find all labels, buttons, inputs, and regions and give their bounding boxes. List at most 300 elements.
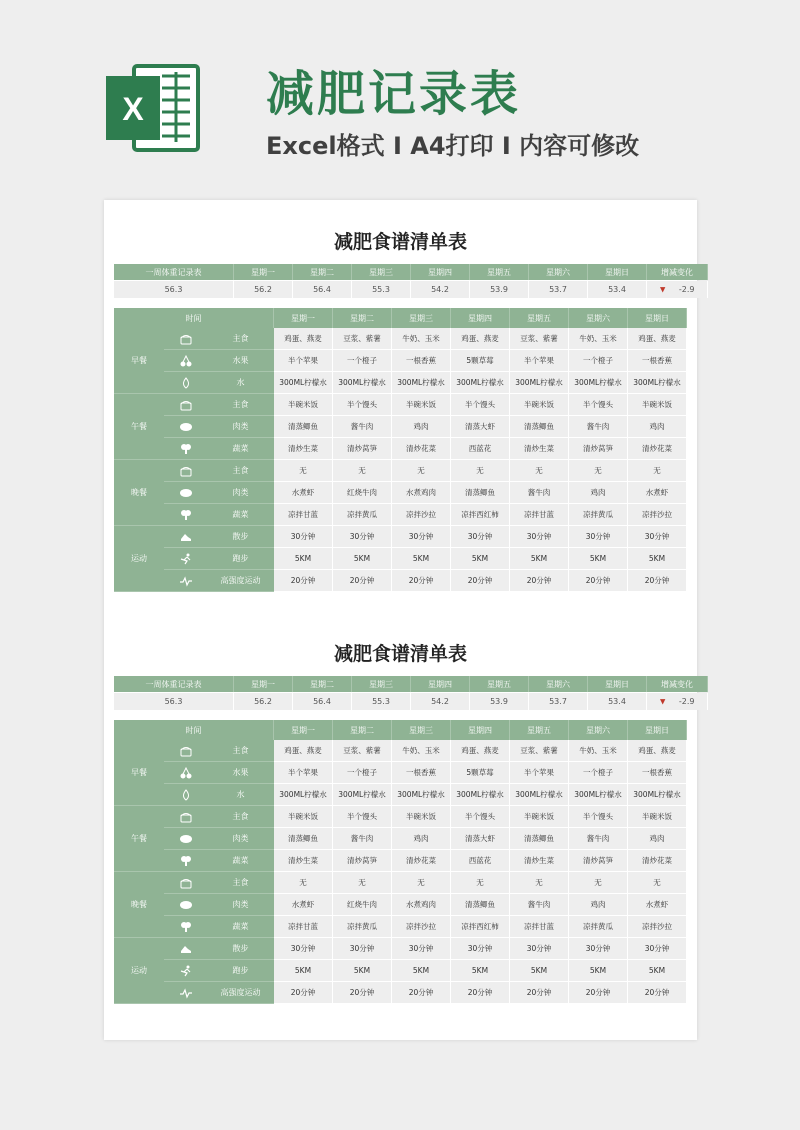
meal-value-cell[interactable]: 清蒸鲫鱼 xyxy=(510,416,569,438)
meal-value-cell[interactable]: 无 xyxy=(333,872,392,894)
meal-value-cell[interactable]: 300ML柠檬水 xyxy=(333,784,392,806)
meal-value-cell[interactable]: 凉拌黄瓜 xyxy=(333,916,392,938)
table-row xyxy=(114,850,687,872)
row-item-label: 高强度运动 xyxy=(207,982,274,1004)
meal-value-cell[interactable]: 5颗草莓 xyxy=(451,350,510,372)
meal-value-cell[interactable]: 300ML柠檬水 xyxy=(510,784,569,806)
meal-value-cell[interactable]: 300ML柠檬水 xyxy=(274,784,333,806)
meal-value-cell[interactable]: 清炒花菜 xyxy=(628,438,687,460)
meal-value-cell[interactable]: 鸡蛋、燕麦 xyxy=(628,328,687,350)
weight-value-cell[interactable]: 55.3 xyxy=(352,693,411,710)
category-spacer xyxy=(114,762,164,784)
meal-value-cell[interactable]: 凉拌甘蓝 xyxy=(274,916,333,938)
excel-icon xyxy=(104,62,202,154)
meal-value-cell[interactable]: 清蒸鲫鱼 xyxy=(510,828,569,850)
row-item-label: 散步 xyxy=(207,938,274,960)
meal-value-cell[interactable]: 半碗米饭 xyxy=(392,806,451,828)
meal-value-cell[interactable]: 无 xyxy=(510,460,569,482)
meal-value-cell[interactable]: 牛奶、玉米 xyxy=(392,740,451,762)
meal-value-cell[interactable]: 30分钟 xyxy=(274,938,333,960)
meal-table-header xyxy=(114,720,687,740)
table-row xyxy=(114,328,687,350)
row-icon-cell xyxy=(164,784,207,806)
row-item-label: 主食 xyxy=(207,460,274,482)
category-label: 早餐 xyxy=(114,740,164,806)
meal-value-cell[interactable]: 20分钟 xyxy=(569,982,628,1004)
category-spacer xyxy=(114,740,164,762)
broccoli-icon xyxy=(179,443,193,455)
meal-value-cell[interactable]: 鸡蛋、燕麦 xyxy=(274,328,333,350)
meal-value-cell[interactable]: 凉拌黄瓜 xyxy=(569,504,628,526)
meal-value-cell[interactable]: 半个馒头 xyxy=(569,806,628,828)
meal-value-cell[interactable]: 30分钟 xyxy=(510,938,569,960)
meal-value-cell[interactable]: 凉拌甘蓝 xyxy=(510,916,569,938)
meal-value-cell[interactable]: 一个橙子 xyxy=(333,350,392,372)
meal-value-cell[interactable]: 清蒸大虾 xyxy=(451,416,510,438)
meal-value-cell[interactable]: 一根香蕉 xyxy=(392,350,451,372)
table-row xyxy=(114,982,687,1004)
weight-header-cell: 星期日 xyxy=(588,264,647,280)
row-item-label: 主食 xyxy=(207,740,274,762)
meal-value-cell[interactable]: 300ML柠檬水 xyxy=(392,784,451,806)
row-item-label: 高强度运动 xyxy=(207,570,274,592)
meal-value-cell[interactable]: 凉拌西红柿 xyxy=(451,916,510,938)
category-label: 运动 xyxy=(114,938,164,1004)
meal-value-cell[interactable]: 牛奶、玉米 xyxy=(569,328,628,350)
meal-value-cell[interactable]: 一个橙子 xyxy=(333,762,392,784)
meal-value-cell[interactable]: 无 xyxy=(274,460,333,482)
meal-value-cell[interactable]: 牛奶、玉米 xyxy=(569,740,628,762)
meal-value-cell[interactable]: 无 xyxy=(628,872,687,894)
meal-value-cell[interactable]: 清炒莴笋 xyxy=(569,850,628,872)
meal-value-cell[interactable]: 20分钟 xyxy=(333,570,392,592)
meal-value-cell[interactable]: 清炒生菜 xyxy=(510,850,569,872)
meal-value-cell[interactable]: 豆浆、紫薯 xyxy=(510,328,569,350)
meal-value-cell[interactable]: 凉拌西红柿 xyxy=(451,504,510,526)
table-row xyxy=(114,438,687,460)
meal-value-cell[interactable]: 30分钟 xyxy=(392,526,451,548)
weight-header-cell: 星期日 xyxy=(588,676,647,692)
meal-value-cell[interactable]: 鸡蛋、燕麦 xyxy=(274,740,333,762)
meal-value-cell[interactable]: 清炒莴笋 xyxy=(333,438,392,460)
row-item-label: 蔬菜 xyxy=(207,438,274,460)
meal-value-cell[interactable]: 水煮虾 xyxy=(274,894,333,916)
meal-value-cell[interactable]: 无 xyxy=(451,872,510,894)
meal-value-cell[interactable]: 清蒸鲫鱼 xyxy=(451,894,510,916)
category-spacer xyxy=(114,806,164,828)
weight-header-cell: 星期五 xyxy=(470,676,529,692)
meal-value-cell[interactable]: 酱牛肉 xyxy=(569,828,628,850)
row-item-label: 跑步 xyxy=(207,960,274,982)
meal-value-cell[interactable]: 5KM xyxy=(569,960,628,982)
meal-value-cell[interactable]: 300ML柠檬水 xyxy=(569,372,628,394)
row-item-label: 跑步 xyxy=(207,548,274,570)
meal-value-cell[interactable]: 酱牛肉 xyxy=(510,482,569,504)
category-spacer xyxy=(114,460,164,482)
meal-value-cell[interactable]: 无 xyxy=(392,460,451,482)
meal-value-cell[interactable]: 20分钟 xyxy=(451,982,510,1004)
meal-value-cell[interactable]: 无 xyxy=(451,460,510,482)
meal-value-cell[interactable]: 清蒸鲫鱼 xyxy=(274,416,333,438)
meal-value-cell[interactable]: 5KM xyxy=(274,960,333,982)
meal-value-cell[interactable]: 300ML柠檬水 xyxy=(628,372,687,394)
meal-value-cell[interactable]: 半碗米饭 xyxy=(274,806,333,828)
day-header-cell: 星期六 xyxy=(569,720,628,740)
meal-value-cell[interactable]: 牛奶、玉米 xyxy=(392,328,451,350)
meal-value-cell[interactable]: 半个馒头 xyxy=(569,394,628,416)
category-spacer xyxy=(114,328,164,350)
table-row xyxy=(114,806,687,828)
category-spacer xyxy=(114,504,164,526)
row-icon-cell xyxy=(164,894,207,916)
meal-value-cell[interactable]: 清炒花菜 xyxy=(392,438,451,460)
meal-value-cell[interactable]: 凉拌沙拉 xyxy=(628,504,687,526)
row-icon-cell xyxy=(164,828,207,850)
category-label: 运动 xyxy=(114,526,164,592)
excel-logo-letter: X xyxy=(122,91,144,127)
meal-value-cell[interactable]: 清炒花菜 xyxy=(628,850,687,872)
row-item-label: 水 xyxy=(207,784,274,806)
meal-value-cell[interactable]: 半个馒头 xyxy=(333,394,392,416)
meal-value-cell[interactable]: 30分钟 xyxy=(451,526,510,548)
day-header-cell: 星期日 xyxy=(628,720,687,740)
row-icon-cell xyxy=(164,872,207,894)
meal-value-cell[interactable]: 半碗米饭 xyxy=(392,394,451,416)
meal-value-cell[interactable]: 300ML柠檬水 xyxy=(451,784,510,806)
meal-value-cell[interactable]: 豆浆、紫薯 xyxy=(333,328,392,350)
meal-value-cell[interactable]: 清炒生菜 xyxy=(274,438,333,460)
table-row xyxy=(114,960,687,982)
meal-value-cell[interactable]: 半个苹果 xyxy=(274,762,333,784)
weight-value-cell[interactable]: 56.2 xyxy=(234,693,293,710)
meal-value-cell[interactable]: 一个橙子 xyxy=(569,350,628,372)
weight-value-cell[interactable]: 56.3 xyxy=(114,281,234,298)
meal-value-cell[interactable]: 半个苹果 xyxy=(274,350,333,372)
meal-value-cell[interactable]: 水煮鸡肉 xyxy=(392,482,451,504)
row-item-label: 主食 xyxy=(207,872,274,894)
meal-value-cell[interactable]: 300ML柠檬水 xyxy=(510,372,569,394)
weight-value-cell[interactable]: 53.7 xyxy=(529,693,588,710)
weight-value-cell[interactable]: 56.4 xyxy=(293,281,352,298)
meal-value-cell[interactable]: 300ML柠檬水 xyxy=(274,372,333,394)
meal-value-cell[interactable]: 无 xyxy=(569,872,628,894)
row-item-label: 肉类 xyxy=(207,482,274,504)
meal-value-cell[interactable]: 5KM xyxy=(451,960,510,982)
category-spacer xyxy=(114,982,164,1004)
meal-value-cell[interactable]: 30分钟 xyxy=(628,938,687,960)
meal-value-cell[interactable]: 300ML柠檬水 xyxy=(628,784,687,806)
meal-value-cell[interactable]: 清炒莴笋 xyxy=(333,850,392,872)
meal-value-cell[interactable]: 300ML柠檬水 xyxy=(392,372,451,394)
time-label: 时间 xyxy=(114,308,274,328)
running-icon xyxy=(179,553,193,565)
row-icon-cell xyxy=(164,740,207,762)
meal-value-cell[interactable]: 酱牛肉 xyxy=(333,416,392,438)
meal-value-cell[interactable]: 一个橙子 xyxy=(569,762,628,784)
meal-value-cell[interactable]: 西蓝花 xyxy=(451,438,510,460)
meal-value-cell[interactable]: 20分钟 xyxy=(510,982,569,1004)
meal-value-cell[interactable]: 300ML柠檬水 xyxy=(333,372,392,394)
meal-value-cell[interactable]: 无 xyxy=(510,872,569,894)
meat-icon xyxy=(179,421,193,433)
meal-value-cell[interactable]: 一根香蕉 xyxy=(392,762,451,784)
category-spacer xyxy=(114,526,164,548)
meal-value-cell[interactable]: 5KM xyxy=(333,548,392,570)
meal-value-cell[interactable]: 清蒸鲫鱼 xyxy=(274,828,333,850)
meal-value-cell[interactable]: 凉拌甘蓝 xyxy=(510,504,569,526)
meal-value-cell[interactable]: 5KM xyxy=(333,960,392,982)
weight-value-cell[interactable] xyxy=(647,281,708,298)
meal-value-cell[interactable]: 凉拌沙拉 xyxy=(392,916,451,938)
table-row xyxy=(114,916,687,938)
meal-table xyxy=(114,720,687,1004)
meal-value-cell[interactable]: 半个馒头 xyxy=(333,806,392,828)
weight-table-row xyxy=(114,281,708,298)
day-header-cell: 星期五 xyxy=(510,308,569,328)
meal-value-cell[interactable]: 清炒生菜 xyxy=(274,850,333,872)
weight-value-cell[interactable]: 56.3 xyxy=(114,693,234,710)
category-spacer xyxy=(114,350,164,372)
meal-value-cell[interactable]: 30分钟 xyxy=(274,526,333,548)
meal-value-cell[interactable]: 5KM xyxy=(392,548,451,570)
meal-value-cell[interactable]: 水煮虾 xyxy=(274,482,333,504)
table-row xyxy=(114,828,687,850)
shoe-icon xyxy=(179,943,193,955)
meal-value-cell[interactable]: 20分钟 xyxy=(274,570,333,592)
meal-value-cell[interactable]: 20分钟 xyxy=(392,570,451,592)
row-item-label: 水果 xyxy=(207,762,274,784)
broccoli-icon xyxy=(179,921,193,933)
meal-value-cell[interactable]: 无 xyxy=(333,460,392,482)
meal-value-cell[interactable]: 清炒生菜 xyxy=(510,438,569,460)
weight-value-cell[interactable]: 56.2 xyxy=(234,281,293,298)
meal-value-cell[interactable]: 20分钟 xyxy=(451,570,510,592)
meal-value-cell[interactable]: 无 xyxy=(569,460,628,482)
meal-value-cell[interactable]: 鸡肉 xyxy=(569,482,628,504)
meal-value-cell[interactable]: 鸡蛋、燕麦 xyxy=(451,328,510,350)
meal-value-cell[interactable]: 凉拌沙拉 xyxy=(392,504,451,526)
meal-value-cell[interactable]: 清炒花菜 xyxy=(392,850,451,872)
meal-value-cell[interactable]: 30分钟 xyxy=(569,526,628,548)
heartbeat-icon xyxy=(179,575,193,587)
meal-value-cell[interactable]: 300ML柠檬水 xyxy=(451,372,510,394)
meal-value-cell[interactable]: 鸡蛋、燕麦 xyxy=(451,740,510,762)
meal-value-cell[interactable]: 半碗米饭 xyxy=(510,806,569,828)
row-item-label: 蔬菜 xyxy=(207,850,274,872)
weight-value-cell[interactable]: 53.4 xyxy=(588,693,647,710)
row-item-label: 肉类 xyxy=(207,828,274,850)
category-spacer xyxy=(114,548,164,570)
meal-value-cell[interactable]: 5KM xyxy=(392,960,451,982)
weight-value-cell[interactable]: 53.9 xyxy=(470,281,529,298)
meal-value-cell[interactable]: 5KM xyxy=(569,548,628,570)
water-drop-icon xyxy=(179,789,193,801)
meal-value-cell[interactable]: 半碗米饭 xyxy=(628,806,687,828)
meal-value-cell[interactable]: 5KM xyxy=(451,548,510,570)
weight-header-cell: 一周体重记录表 xyxy=(114,264,234,280)
meal-value-cell[interactable]: 水煮虾 xyxy=(628,482,687,504)
meal-value-cell[interactable]: 酱牛肉 xyxy=(510,894,569,916)
row-item-label: 水 xyxy=(207,372,274,394)
row-icon-cell xyxy=(164,350,207,372)
meal-value-cell[interactable]: 鸡蛋、燕麦 xyxy=(628,740,687,762)
meal-value-cell[interactable]: 20分钟 xyxy=(333,982,392,1004)
meal-value-cell[interactable]: 半碗米饭 xyxy=(628,394,687,416)
meal-value-cell[interactable]: 无 xyxy=(628,460,687,482)
category-spacer xyxy=(114,416,164,438)
meal-value-cell[interactable]: 红烧牛肉 xyxy=(333,482,392,504)
row-icon-cell xyxy=(164,960,207,982)
meal-value-cell[interactable]: 凉拌黄瓜 xyxy=(333,504,392,526)
meal-value-cell[interactable]: 30分钟 xyxy=(392,938,451,960)
weight-value-cell[interactable]: 56.4 xyxy=(293,693,352,710)
meal-value-cell[interactable]: 清炒莴笋 xyxy=(569,438,628,460)
weight-value-cell[interactable] xyxy=(647,693,708,710)
row-icon-cell xyxy=(164,570,207,592)
meal-value-cell[interactable]: 半个馒头 xyxy=(451,394,510,416)
day-header-cell: 星期四 xyxy=(451,308,510,328)
weight-header-cell: 增减变化 xyxy=(647,264,708,280)
meal-value-cell[interactable]: 5KM xyxy=(274,548,333,570)
weight-value-cell[interactable]: 53.7 xyxy=(529,281,588,298)
meal-value-cell[interactable]: 30分钟 xyxy=(510,526,569,548)
category-spacer xyxy=(114,438,164,460)
category-label: 晚餐 xyxy=(114,460,164,526)
weight-change-value: -2.9 xyxy=(678,285,695,294)
weight-header-cell: 星期二 xyxy=(293,676,352,692)
meal-value-cell[interactable]: 半个苹果 xyxy=(510,350,569,372)
category-spacer xyxy=(114,482,164,504)
weight-table-header xyxy=(114,676,708,692)
bread-icon xyxy=(179,745,193,757)
meal-value-cell[interactable]: 20分钟 xyxy=(510,570,569,592)
weight-header-cell: 星期三 xyxy=(352,264,411,280)
meal-value-cell[interactable]: 红烧牛肉 xyxy=(333,894,392,916)
meal-value-cell[interactable]: 酱牛肉 xyxy=(333,828,392,850)
meal-value-cell[interactable]: 豆浆、紫薯 xyxy=(333,740,392,762)
meal-value-cell[interactable]: 20分钟 xyxy=(569,570,628,592)
category-spacer xyxy=(114,570,164,592)
meal-value-cell[interactable]: 5KM xyxy=(628,960,687,982)
meal-value-cell[interactable]: 豆浆、紫薯 xyxy=(510,740,569,762)
weight-header-cell: 星期四 xyxy=(411,676,470,692)
meal-value-cell[interactable]: 5KM xyxy=(510,960,569,982)
bread-icon xyxy=(179,333,193,345)
meal-value-cell[interactable]: 鸡肉 xyxy=(628,828,687,850)
meal-value-cell[interactable]: 无 xyxy=(274,872,333,894)
meal-value-cell[interactable]: 5KM xyxy=(510,548,569,570)
meal-value-cell[interactable]: 凉拌沙拉 xyxy=(628,916,687,938)
meal-value-cell[interactable]: 半碗米饭 xyxy=(510,394,569,416)
meal-value-cell[interactable]: 半个馒头 xyxy=(451,806,510,828)
meal-value-cell[interactable]: 清蒸鲫鱼 xyxy=(451,482,510,504)
down-arrow-icon: ▲ xyxy=(659,285,665,294)
row-icon-cell xyxy=(164,372,207,394)
meal-value-cell[interactable]: 鸡肉 xyxy=(628,416,687,438)
weight-value-cell[interactable]: 55.3 xyxy=(352,281,411,298)
weight-value-cell[interactable]: 54.2 xyxy=(411,693,470,710)
meat-icon xyxy=(179,833,193,845)
meal-value-cell[interactable]: 30分钟 xyxy=(333,938,392,960)
meal-value-cell[interactable]: 西蓝花 xyxy=(451,850,510,872)
heartbeat-icon xyxy=(179,987,193,999)
meal-value-cell[interactable]: 水煮虾 xyxy=(628,894,687,916)
meal-value-cell[interactable]: 一根香蕉 xyxy=(628,350,687,372)
page-header xyxy=(0,0,800,200)
row-item-label: 主食 xyxy=(207,806,274,828)
cherry-icon xyxy=(179,767,193,779)
row-icon-cell xyxy=(164,548,207,570)
table-row xyxy=(114,350,687,372)
meal-value-cell[interactable]: 酱牛肉 xyxy=(569,416,628,438)
meal-value-cell[interactable]: 300ML柠檬水 xyxy=(569,784,628,806)
table-row xyxy=(114,938,687,960)
category-spacer xyxy=(114,850,164,872)
meal-value-cell[interactable]: 一根香蕉 xyxy=(628,762,687,784)
meal-value-cell[interactable]: 20分钟 xyxy=(628,570,687,592)
meal-value-cell[interactable]: 鸡肉 xyxy=(392,828,451,850)
row-icon-cell xyxy=(164,416,207,438)
row-icon-cell xyxy=(164,460,207,482)
meal-value-cell[interactable]: 凉拌甘蓝 xyxy=(274,504,333,526)
weight-header-cell: 星期一 xyxy=(234,264,293,280)
weight-value-cell[interactable]: 53.9 xyxy=(470,693,529,710)
meal-value-cell[interactable]: 30分钟 xyxy=(569,938,628,960)
weight-change-value: -2.9 xyxy=(678,697,695,706)
time-label: 时间 xyxy=(114,720,274,740)
day-header-cell: 星期一 xyxy=(274,308,333,328)
row-icon-cell xyxy=(164,328,207,350)
weight-header-cell: 星期四 xyxy=(411,264,470,280)
meal-value-cell[interactable]: 半碗米饭 xyxy=(274,394,333,416)
meal-value-cell[interactable]: 5颗草莓 xyxy=(451,762,510,784)
meal-value-cell[interactable]: 20分钟 xyxy=(274,982,333,1004)
meal-value-cell[interactable]: 20分钟 xyxy=(392,982,451,1004)
meal-value-cell[interactable]: 20分钟 xyxy=(628,982,687,1004)
bread-icon xyxy=(179,399,193,411)
weight-table-row xyxy=(114,693,708,710)
sheet-title: 减肥食谱清单表 xyxy=(333,643,467,665)
weight-header-cell: 星期三 xyxy=(352,676,411,692)
meal-value-cell[interactable]: 清蒸大虾 xyxy=(451,828,510,850)
row-icon-cell xyxy=(164,504,207,526)
running-icon xyxy=(179,965,193,977)
page-subtitle: Excel格式 I A4打印 I 内容可修改 xyxy=(266,132,640,160)
meal-value-cell[interactable]: 凉拌黄瓜 xyxy=(569,916,628,938)
meal-value-cell[interactable]: 30分钟 xyxy=(628,526,687,548)
day-header-cell: 星期五 xyxy=(510,720,569,740)
category-spacer xyxy=(114,938,164,960)
meal-value-cell[interactable]: 30分钟 xyxy=(333,526,392,548)
meal-value-cell[interactable]: 5KM xyxy=(628,548,687,570)
meal-value-cell[interactable]: 30分钟 xyxy=(451,938,510,960)
meal-value-cell[interactable]: 半个苹果 xyxy=(510,762,569,784)
table-row xyxy=(114,394,687,416)
meat-icon xyxy=(179,487,193,499)
category-label: 早餐 xyxy=(114,328,164,394)
cherry-icon xyxy=(179,355,193,367)
meal-value-cell[interactable]: 鸡肉 xyxy=(392,416,451,438)
row-icon-cell xyxy=(164,762,207,784)
table-row xyxy=(114,894,687,916)
worksheet-page xyxy=(104,200,697,1040)
meal-value-cell[interactable]: 水煮鸡肉 xyxy=(392,894,451,916)
meal-value-cell[interactable]: 鸡肉 xyxy=(569,894,628,916)
weight-value-cell[interactable]: 53.4 xyxy=(588,281,647,298)
row-icon-cell xyxy=(164,482,207,504)
weight-value-cell[interactable]: 54.2 xyxy=(411,281,470,298)
meal-value-cell[interactable]: 无 xyxy=(392,872,451,894)
